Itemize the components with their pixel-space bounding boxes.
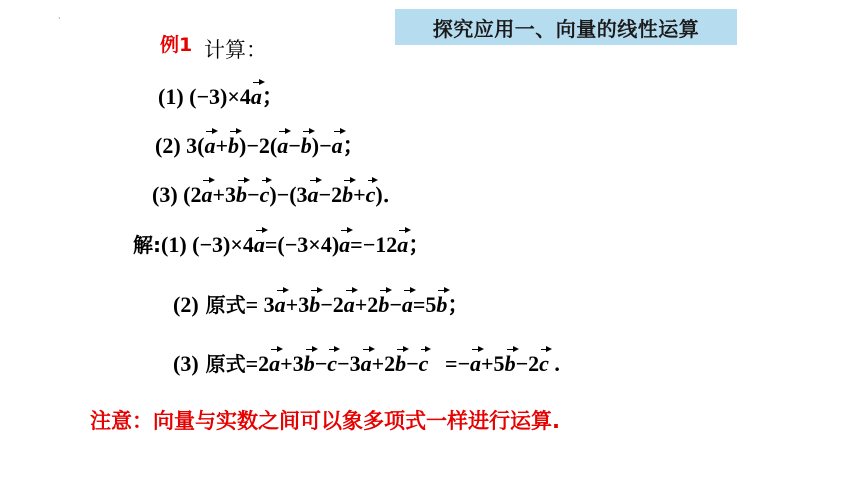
problem-number: (1): [158, 84, 184, 109]
solution-number: (3): [173, 351, 199, 376]
vector-c: c: [327, 351, 338, 376]
vector-b: b: [504, 351, 516, 376]
vector-b: b: [436, 292, 448, 317]
expr-part: −: [406, 351, 419, 376]
expr-part: −2: [515, 351, 540, 376]
solution-number: (1): [161, 232, 187, 257]
expr-end: ；: [261, 84, 284, 109]
example-tag: 例1: [160, 34, 193, 56]
solution-label: 解:: [133, 233, 161, 257]
expr-part: 3: [258, 292, 275, 317]
vector-c: c: [539, 351, 549, 376]
vector-a: a: [269, 351, 281, 376]
expr-part: +5: [481, 351, 505, 376]
equals-sign: =: [245, 351, 259, 376]
problem-2: [155, 129, 365, 160]
original-expression-label: 原式: [198, 293, 246, 317]
vector-a: a: [201, 182, 213, 207]
expr-end: .: [548, 351, 560, 376]
expr-end: ；: [342, 133, 365, 158]
vector-a: a: [331, 133, 343, 158]
expr-part: +2: [354, 292, 379, 317]
expr-part: −3: [337, 351, 361, 376]
solution-3: [173, 348, 560, 377]
vector-b: b: [395, 351, 407, 376]
vector-a: a: [274, 292, 286, 317]
expr-part: )−2(: [239, 133, 278, 158]
vector-a: a: [204, 133, 216, 158]
vector-c: c: [365, 182, 376, 207]
problem-3: [152, 178, 405, 209]
problem-number: (3): [152, 182, 178, 207]
expr-end: ；: [447, 292, 470, 317]
decor-mark: ·: [58, 14, 61, 23]
expr-part: −2: [320, 292, 344, 317]
expr-part: =5: [412, 292, 437, 317]
vector-b: b: [236, 182, 248, 207]
expr-end: ；: [408, 232, 431, 257]
expr-part: +3: [212, 182, 237, 207]
expr-part: )−: [311, 133, 332, 158]
problem-number: (2): [155, 133, 181, 158]
vector-a: a: [277, 133, 289, 158]
note-text: 注意：向量与实数之间可以象多项式一样进行运算.: [90, 409, 560, 433]
vector-b: b: [300, 133, 312, 158]
expr-part: +3: [285, 292, 310, 317]
vector-b: b: [303, 351, 315, 376]
vector-a: a: [470, 351, 482, 376]
expr-part: =−: [428, 351, 471, 376]
expr-part: (2: [177, 182, 202, 207]
expr-part: −2: [318, 182, 343, 207]
vector-a: a: [339, 232, 351, 257]
vector-a: a: [401, 292, 413, 317]
expr-part: −: [247, 182, 260, 207]
expr-part: +2: [371, 351, 396, 376]
equals-sign: =: [245, 292, 259, 317]
vector-c: c: [418, 351, 429, 376]
expr-part: 3(: [180, 133, 205, 158]
vector-a: a: [250, 84, 262, 109]
vector-c: c: [259, 182, 270, 207]
problem-1: [158, 80, 284, 111]
expr-part: (−3)×4: [183, 84, 251, 109]
expr-part: =−12: [350, 232, 398, 257]
expr-part: )−(3: [269, 182, 308, 207]
solution-number: (2): [173, 292, 199, 317]
example-title: 计算：: [204, 38, 267, 62]
vector-a: a: [360, 351, 372, 376]
vector-a: a: [343, 292, 355, 317]
expr-part: +: [215, 133, 229, 158]
expr-part: −: [288, 133, 301, 158]
original-expression-label: 原式: [198, 352, 246, 376]
solution-2: [173, 288, 469, 319]
expr-part: −: [389, 292, 402, 317]
expr-part: =(−3×4): [264, 232, 340, 257]
expr-part: +3: [280, 351, 304, 376]
vector-a: a: [253, 232, 265, 257]
expr-part: (−3)×4: [186, 232, 254, 257]
vector-b: b: [378, 292, 390, 317]
vector-a: a: [397, 232, 409, 257]
expr-end: )．: [375, 182, 405, 207]
vector-a: a: [307, 182, 319, 207]
solution-1: [133, 228, 430, 259]
expr-part: +: [353, 182, 366, 207]
expr-part: 2: [258, 351, 270, 376]
vector-b: b: [309, 292, 321, 317]
vector-b: b: [228, 133, 240, 158]
section-title-banner: 探究应用一、向量的线性运算: [395, 9, 737, 45]
vector-b: b: [342, 182, 354, 207]
expr-part: −: [314, 351, 328, 376]
